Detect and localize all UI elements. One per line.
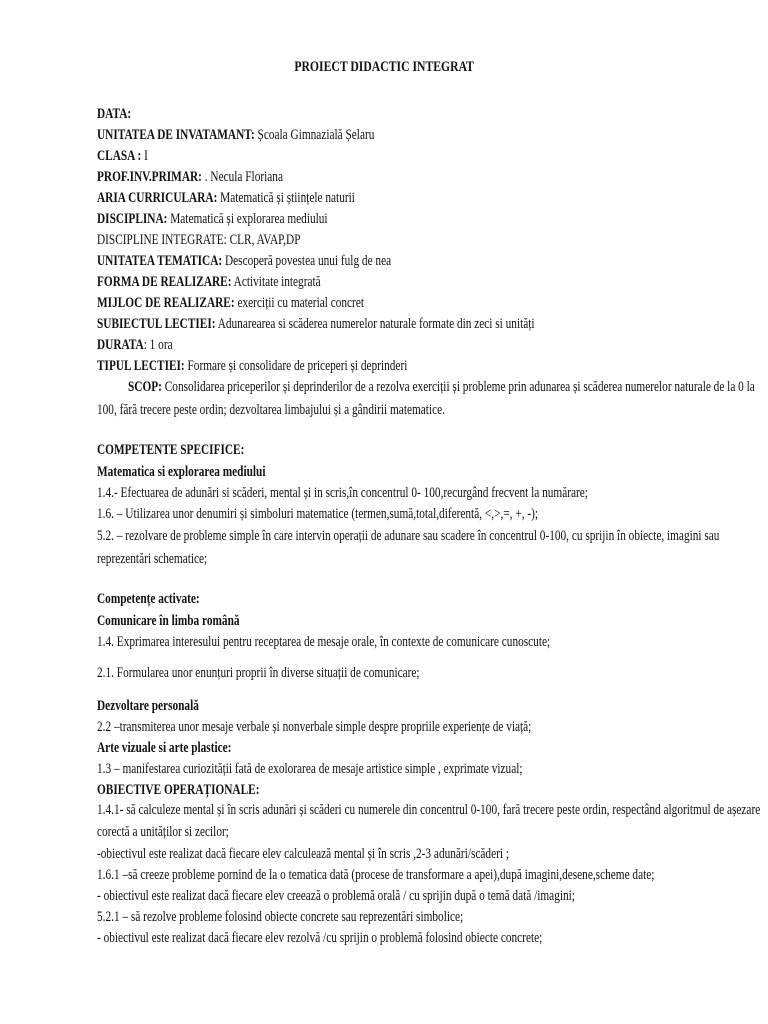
obiective-line: 5.2.1 – să rezolve probleme folosind obiecte concrete sau reprezentări simbolice; xyxy=(97,909,464,925)
field-scop: SCOP: Consolidarea priceperilor și deprinderilor de a rezolva exerciții și probleme prin adunarea și scăderea numerelor naturale de la 0 la xyxy=(128,379,755,395)
activate-heading: Competențe activate: xyxy=(97,591,200,607)
dp-item: 2.2 –transmiterea unor mesaje verbale și nonverbale simple despre propriile experiențe de viață; xyxy=(97,719,532,735)
obiective-line: - obiectivul este realizat dacă fiecare elev creează o problemă orală / cu sprijin după o temă dată /imagini; xyxy=(97,888,575,904)
field-tipul: TIPUL LECTIEI: Formare și consolidare de priceperi și deprinderi xyxy=(97,358,408,374)
field-scop-continued: 100, fără trecere peste ordin; dezvoltarea limbajului și a gândirii matematice. xyxy=(97,402,445,418)
field-discipline-integrate: DISCIPLINE INTEGRATE: CLR, AVAP,DP xyxy=(97,232,301,248)
field-aria: ARIA CURRICULARA: Matematică și științele naturii xyxy=(97,190,355,206)
field-subiectul: SUBIECTUL LECTIEI: Adunarearea si scăderea numerelor naturale formate din zeci si unități xyxy=(97,316,535,332)
avap-heading: Arte vizuale si arte plastice: xyxy=(97,740,232,756)
obiective-line: 1.6.1 –să creeze probleme pornind de la o tematica dată (procese de transformare a apei),după imagini,desene,scheme date; xyxy=(97,867,655,883)
obiective-line: corectă a unităților si zecilor; xyxy=(97,824,229,840)
obiective-line: - obiectivul este realizat dacă fiecare elev rezolvă /cu sprijin o problemă folosind obiecte concrete; xyxy=(97,930,543,946)
avap-item: 1.3 – manifestarea curiozității fată de exolorarea de mesaje artistice simple , exprimate vizual; xyxy=(97,761,523,777)
field-prof: PROF.INV.PRIMAR: . Necula Floriana xyxy=(97,169,283,185)
data-label: DATA: xyxy=(97,106,132,122)
obiective-line: -obiectivul este realizat dacă fiecare elev calculează mental și în scris ,2-3 adunări/scăderi ; xyxy=(97,846,509,862)
field-clasa: CLASA : I xyxy=(97,148,148,164)
competente-item: 1.4.- Efectuarea de adunări si scăderi, mental și in scris,în concentrul 0- 100,recurgând frecvent la numărare; xyxy=(97,485,588,501)
competente-item: 5.2. – rezolvare de probleme simple în care intervin operații de adunare sau scadere în concentrul 0-100, cu sprijin în obiecte, imagini sau xyxy=(97,528,720,544)
competente-item: reprezentări schematice; xyxy=(97,551,208,567)
competente-item: 1.6. – Utilizarea unor denumiri și simboluri matematice (termen,sumă,total,diferentă, <,>,=, +, -); xyxy=(97,506,539,522)
competente-subheading: Matematica si explorarea mediului xyxy=(97,464,266,480)
clr-item: 1.4. Exprimarea interesului pentru receptarea de mesaje orale, în contexte de comunicare cunoscute; xyxy=(97,634,551,650)
dp-heading: Dezvoltare personală xyxy=(97,698,199,714)
obiective-heading: OBIECTIVE OPERAȚIONALE: xyxy=(97,782,260,798)
field-forma: FORMA DE REALIZARE: Activitate integrată xyxy=(97,274,321,290)
competente-heading: COMPETENTE SPECIFICE: xyxy=(97,442,245,458)
document-title: PROIECT DIDACTIC INTEGRAT xyxy=(294,59,474,75)
field-unitatea: UNITATEA DE INVATAMANT: Școala Gimnazială Șelaru xyxy=(97,127,375,143)
obiective-line: 1.4.1- să calculeze mental și în scris adunări și scăderi cu numerele din concentrul 0-100, fară trecere peste ordin, respectând algoritmul de așezare xyxy=(97,802,761,818)
field-durata: DURATA: 1 ora xyxy=(97,337,173,353)
field-mijloc: MIJLOC DE REALIZARE: exerciții cu material concret xyxy=(97,295,364,311)
clr-item: 2.1. Formularea unor enunțuri proprii în diverse situații de comunicare; xyxy=(97,665,420,681)
field-disciplina: DISCIPLINA: Matematică și explorarea mediului xyxy=(97,211,328,227)
clr-heading: Comunicare în limba română xyxy=(97,613,240,629)
field-unitatea-tematica: UNITATEA TEMATICA: Descoperă povestea unui fulg de nea xyxy=(97,253,392,269)
